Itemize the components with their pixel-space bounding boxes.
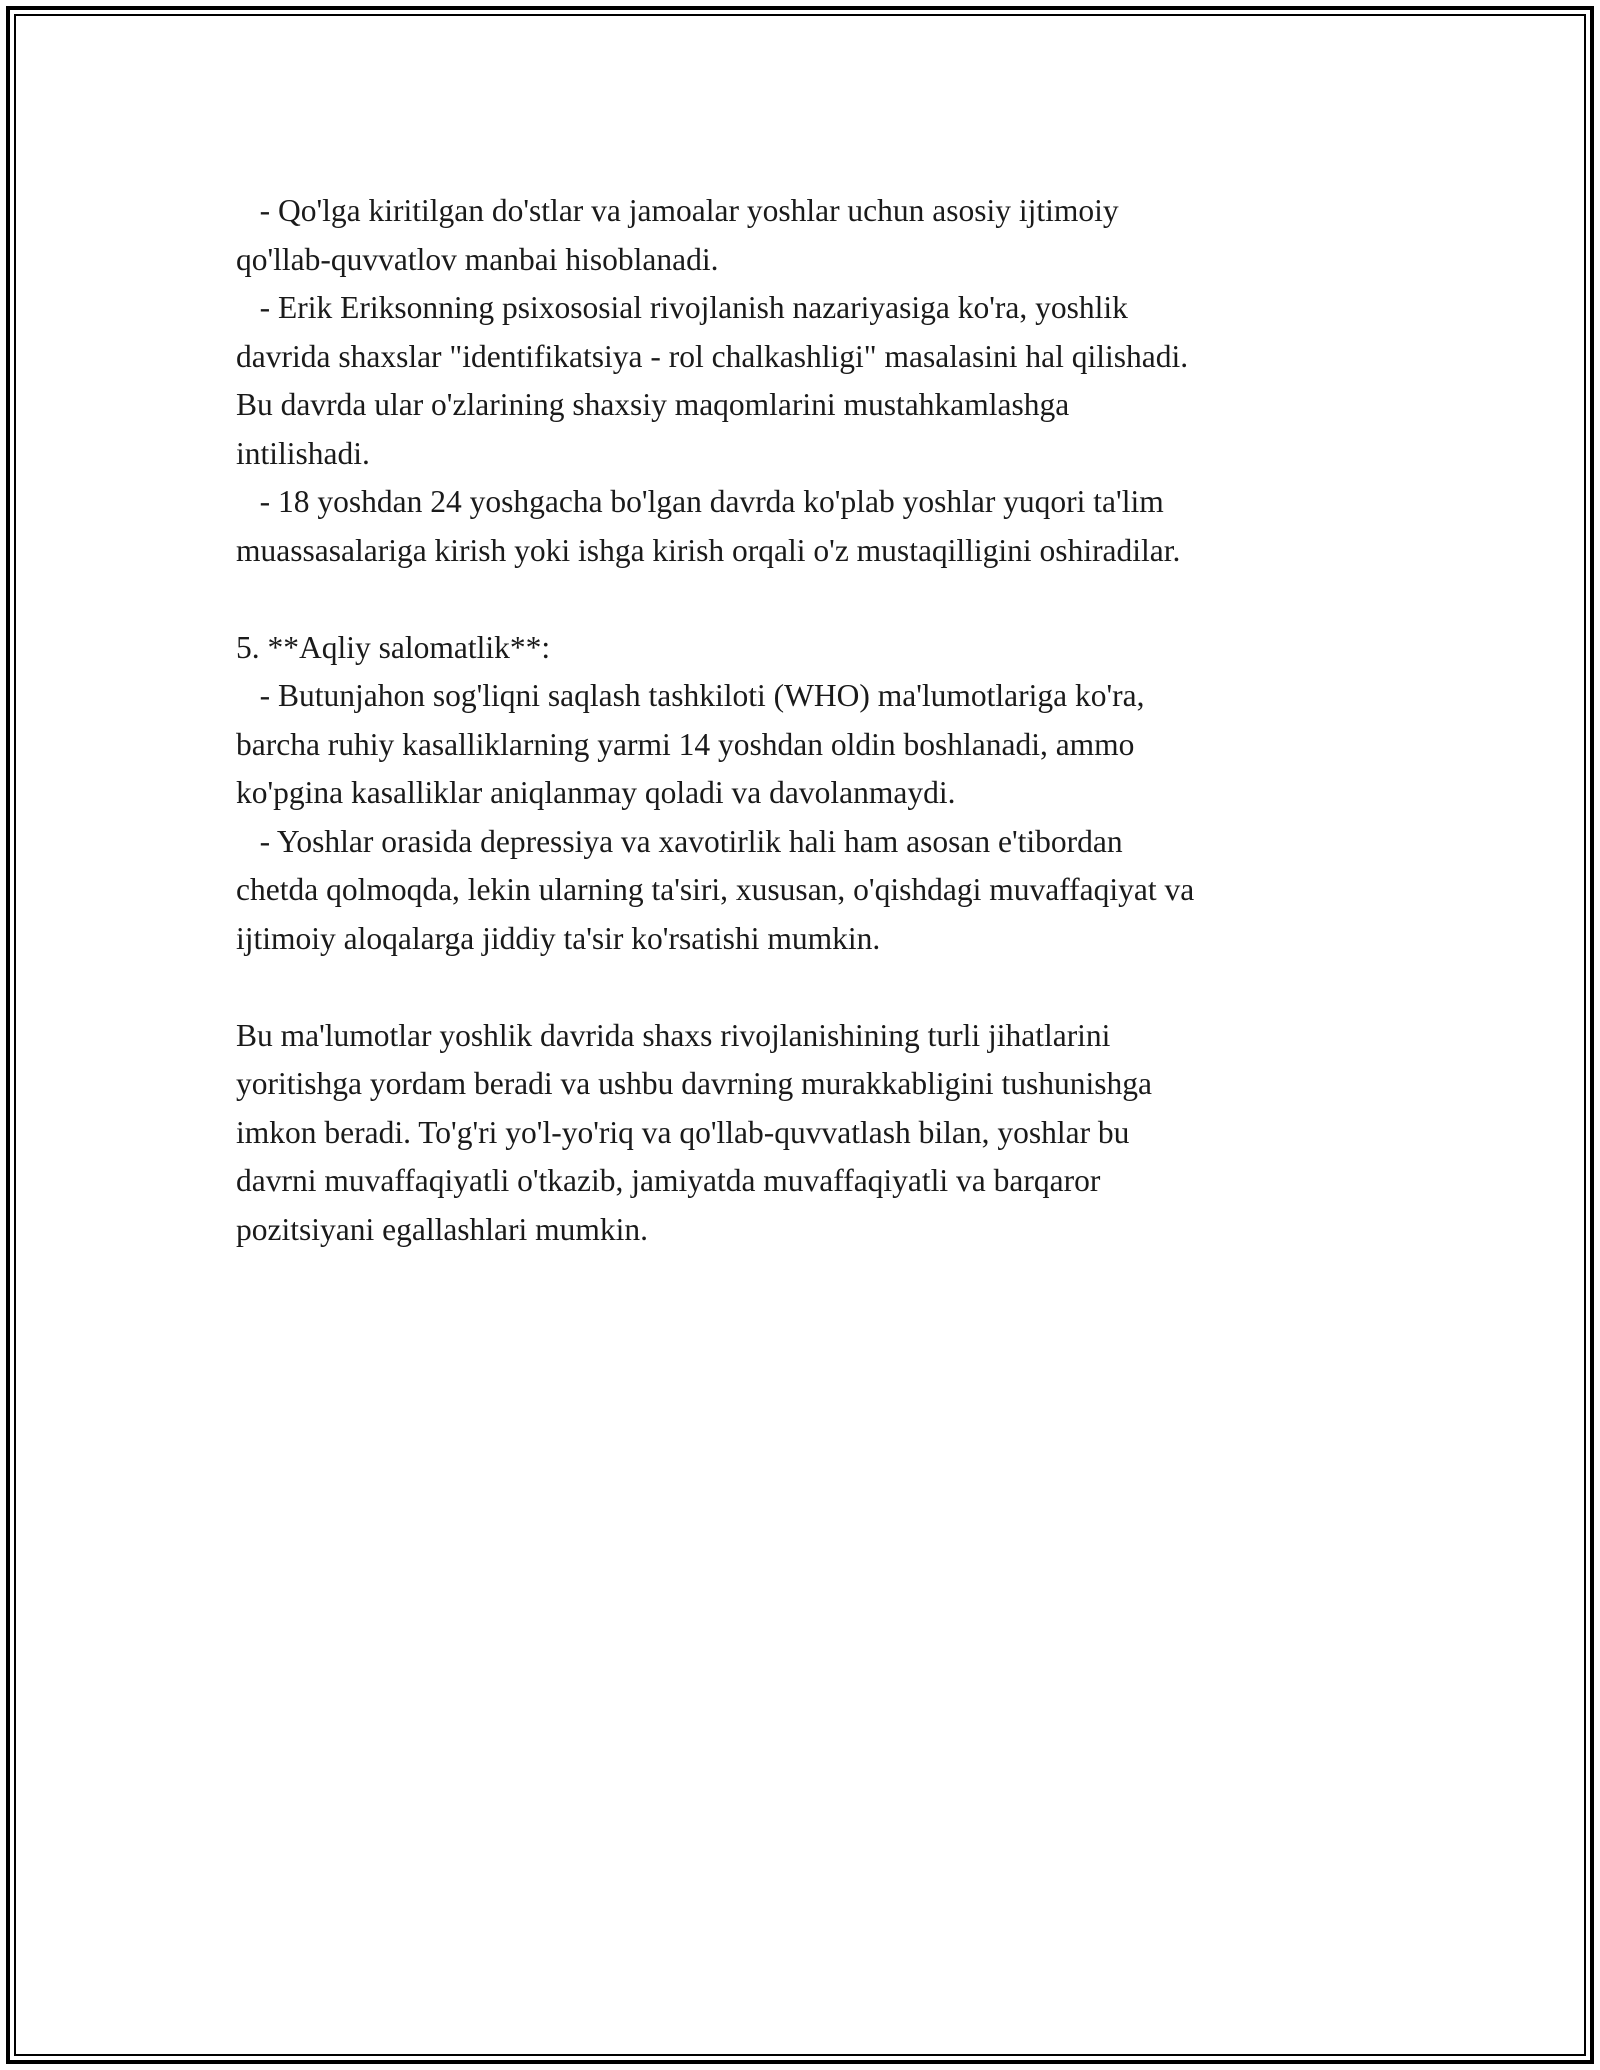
text-line: - Butunjahon sog'liqni saqlash tashkiloti (WHO) ma'lumotlariga ko'ra, <box>236 678 1145 713</box>
text-line: Bu davrda ular o'zlarining shaxsiy maqomlarini mustahkamlashga <box>236 387 1070 422</box>
text-line: qo'llab-quvvatlov manbai hisoblanadi. <box>236 241 719 277</box>
bullet-erikson-theory <box>236 284 1376 478</box>
text-line: pozitsiyani egallashlari mumkin. <box>236 1211 649 1247</box>
bullet-friends-support <box>236 187 1376 284</box>
paragraph-spacer <box>236 575 1376 624</box>
text-line: davrida shaxslar "identifikatsiya - rol chalkashligi" masalasini hal qilishadi. <box>236 338 1189 374</box>
text-line: davrni muvaffaqiyatli o'tkazib, jamiyatda muvaffaqiyatli va barqaror <box>236 1163 1101 1198</box>
text-line: - Yoshlar orasida depressiya va xavotirlik hali ham asosan e'tibordan <box>236 823 1123 859</box>
text-line: ko'pgina kasalliklar aniqlanmay qoladi va davolanmaydi. <box>236 775 956 810</box>
text-line: Bu ma'lumotlar yoshlik davrida shaxs rivojlanishining turli jihatlarini <box>236 1017 1111 1053</box>
text-line: ijtimoiy aloqalarga jiddiy ta'sir ko'rsatishi mumkin. <box>236 920 881 956</box>
conclusion-paragraph <box>236 1012 1376 1255</box>
text-line: barcha ruhiy kasalliklarning yarmi 14 yoshdan oldin boshlanadi, ammo <box>236 726 1135 762</box>
text-line: intilishadi. <box>236 435 370 471</box>
text-line: - Erik Eriksonning psixososial rivojlanish nazariyasiga ko'ra, yoshlik <box>236 290 1128 325</box>
text-line: yoritishga yordam beradi va ushbu davrning murakkabligini tushunishga <box>236 1066 1152 1101</box>
text-line: chetda qolmoqda, lekin ularning ta'siri, xususan, o'qishdagi muvaffaqiyat va <box>236 872 1195 907</box>
text-line: - Qo'lga kiritilgan do'stlar va jamoalar yoshlar uchun asosiy ijtimoiy <box>236 193 1119 228</box>
document-body <box>236 187 1376 1254</box>
bullet-who-statistics <box>236 672 1376 818</box>
section-heading-mental-health: 5. **Aqliy salomatlik**: <box>236 629 551 665</box>
text-line: - 18 yoshdan 24 yoshgacha bo'lgan davrda ko'plab yoshlar yuqori ta'lim <box>236 484 1164 519</box>
bullet-independence <box>236 478 1376 575</box>
text-line: muassasalariga kirish yoki ishga kirish orqali o'z mustaqilligini oshiradilar. <box>236 532 1181 568</box>
paragraph-spacer <box>236 963 1376 1012</box>
text-line: imkon beradi. To'g'ri yo'l-yo'riq va qo'llab-quvvatlash bilan, yoshlar bu <box>236 1114 1130 1150</box>
bullet-depression-anxiety <box>236 818 1376 964</box>
